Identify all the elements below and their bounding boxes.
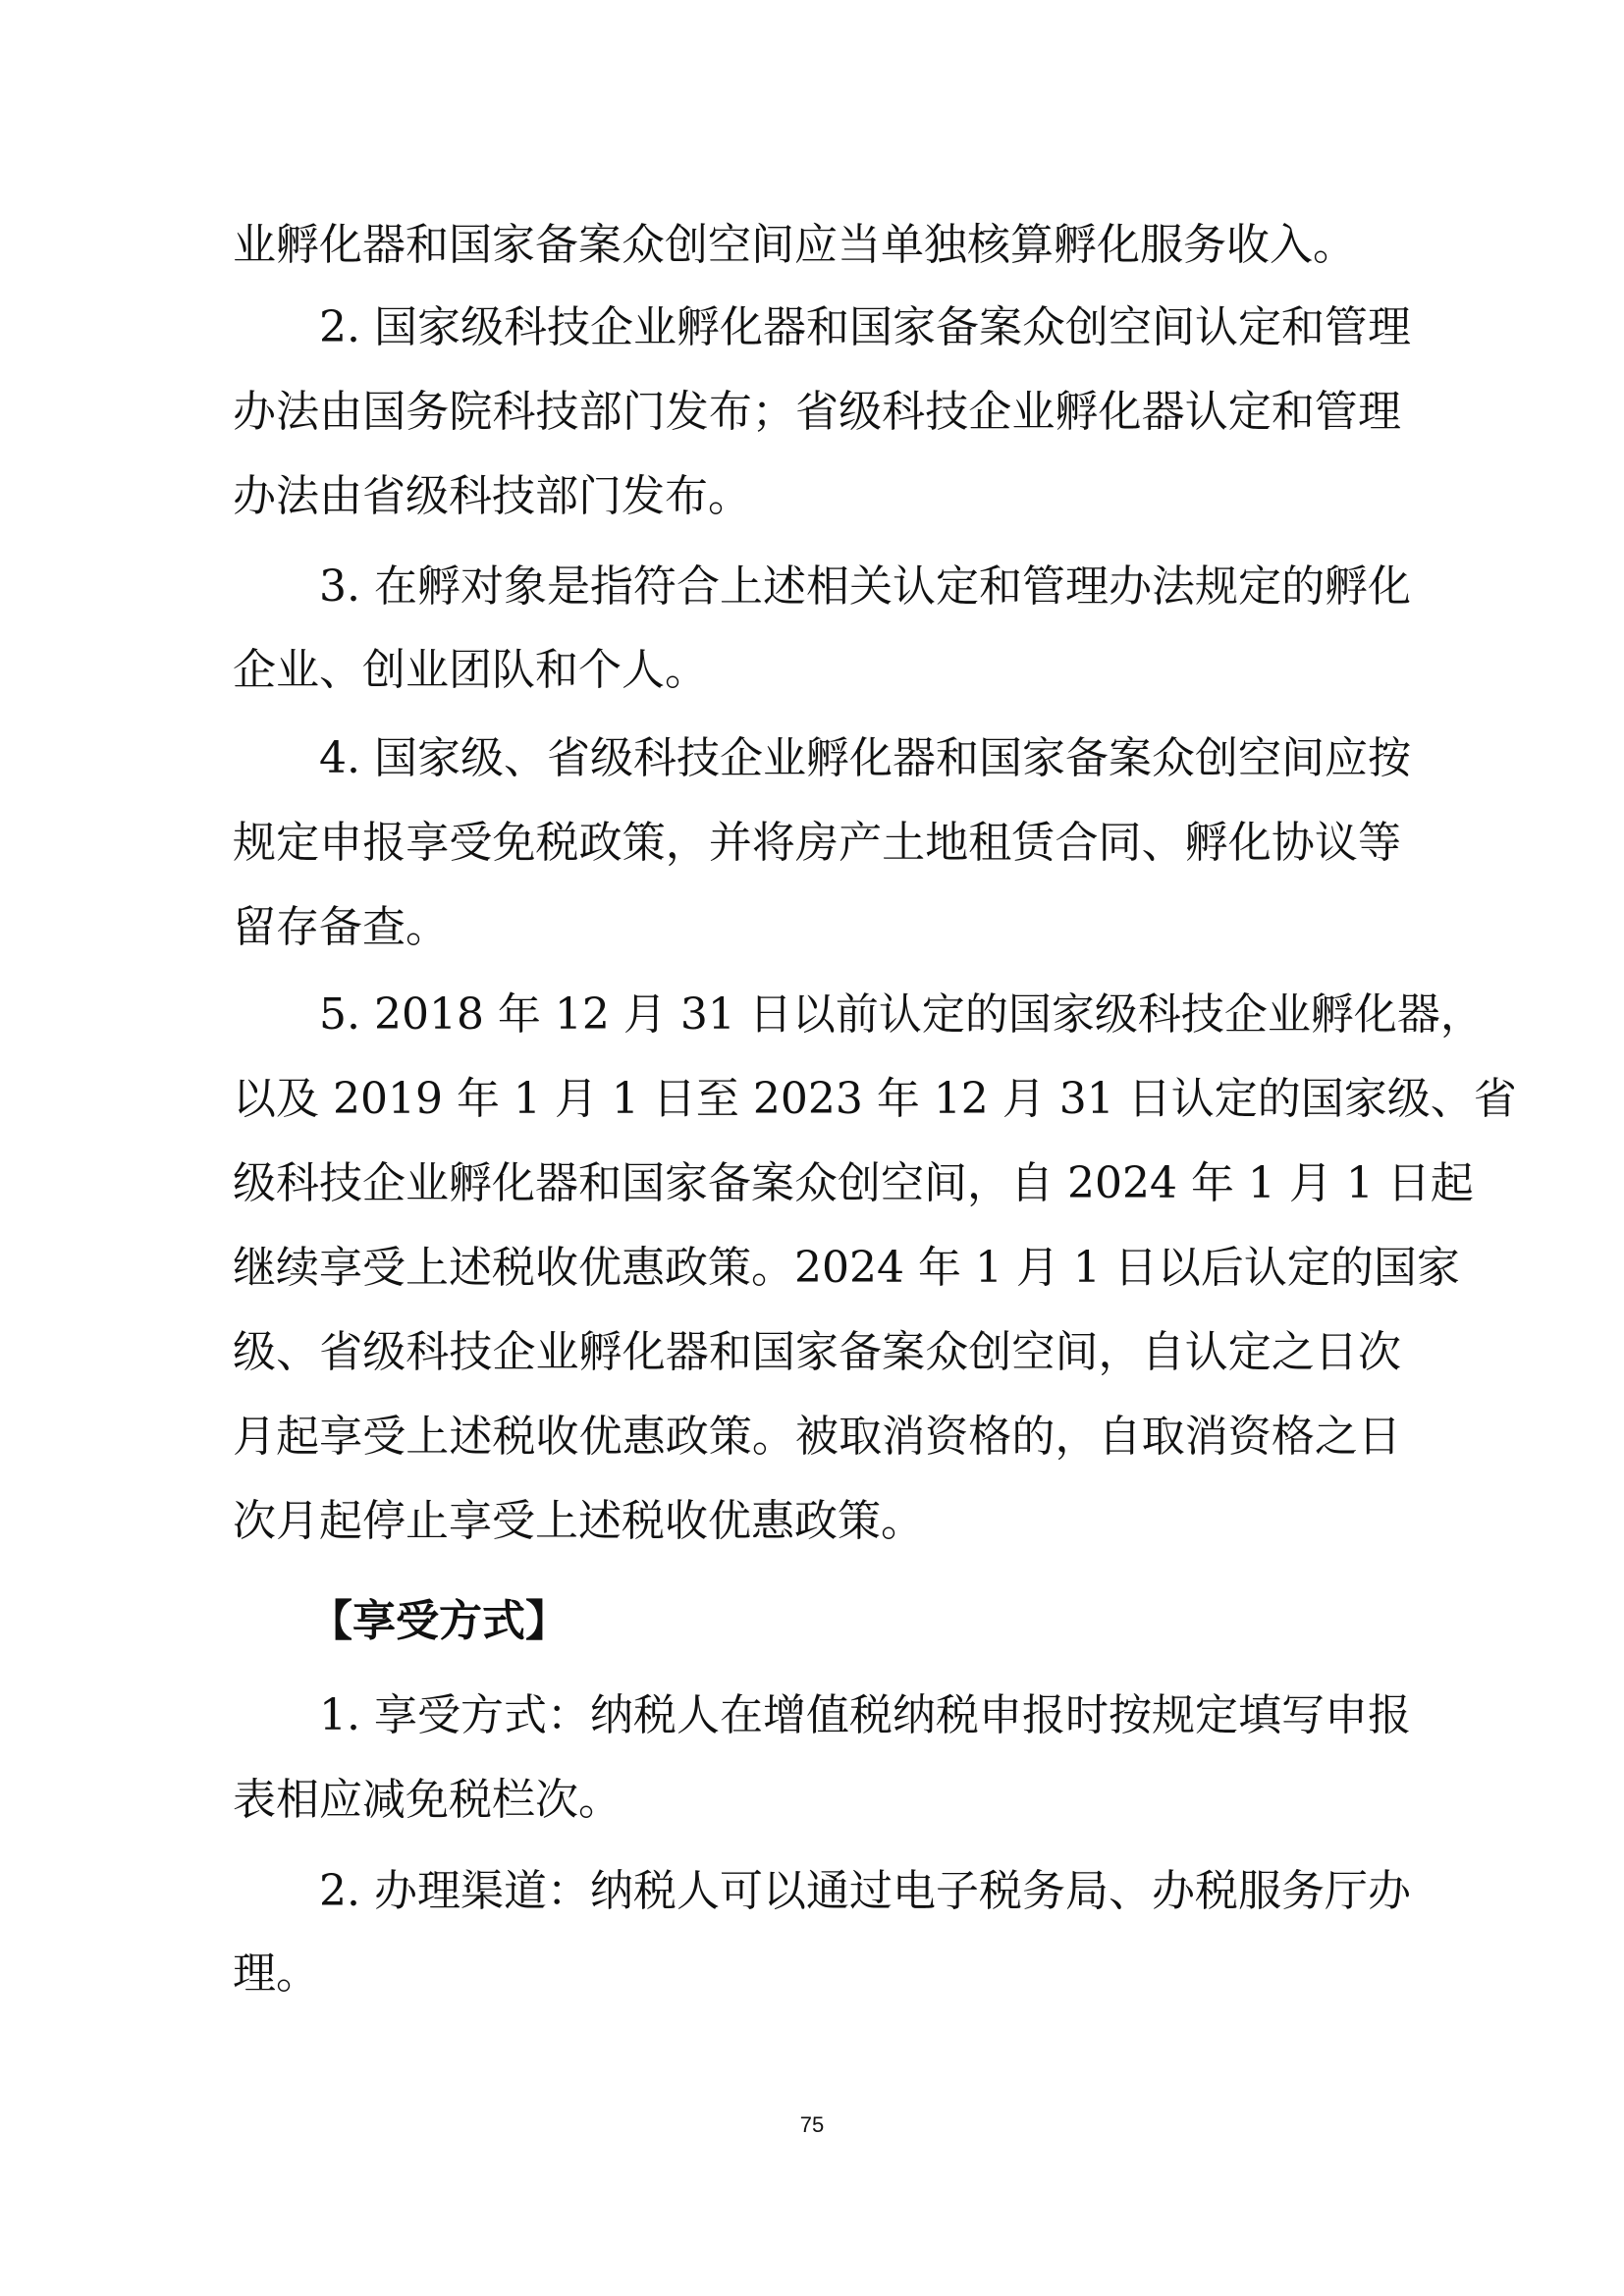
item-5-line-1: 5. 2018 年 12 月 31 日以前认定的国家级科技企业孵化器， — [319, 989, 1484, 1040]
item-3-line-1: 3. 在孵对象是指符合上述相关认定和管理办法规定的孵化 — [319, 561, 1411, 612]
item-5-line-7: 次月起停止享受上述税收优惠政策。 — [233, 1496, 924, 1546]
section-title-enjoyment-method: 【享受方式】 — [309, 1596, 568, 1646]
method-item-1-line-2: 表相应减免税栏次。 — [233, 1775, 622, 1825]
item-5-line-3: 级科技企业孵化器和国家备案众创空间，自 2024 年 1 月 1 日起 — [233, 1158, 1474, 1208]
item-4-line-1: 4. 国家级、省级科技企业孵化器和国家备案众创空间应按 — [319, 733, 1411, 783]
item-5-line-4: 继续享受上述税收优惠政策。2024 年 1 月 1 日以后认定的国家 — [233, 1243, 1460, 1293]
item-2-line-3: 办法由省级科技部门发布。 — [233, 471, 751, 521]
item-2-line-1: 2. 国家级科技企业孵化器和国家备案众创空间认定和管理 — [319, 302, 1411, 352]
item-4-line-2: 规定申报享受免税政策，并将房产土地租赁合同、孵化协议等 — [233, 818, 1401, 868]
method-item-1-line-1: 1. 享受方式：纳税人在增值税纳税申报时按规定填写申报 — [319, 1690, 1411, 1740]
page-number: 75 — [799, 2112, 825, 2137]
method-item-2-line-1: 2. 办理渠道：纳税人可以通过电子税务局、办税服务厅办 — [319, 1866, 1411, 1916]
item-5-line-2: 以及 2019 年 1 月 1 日至 2023 年 12 月 31 日认定的国家级、省 — [233, 1074, 1517, 1124]
item-3-line-2: 企业、创业团队和个人。 — [233, 645, 708, 695]
item-5-line-6: 月起享受上述税收优惠政策。被取消资格的，自取消资格之日 — [233, 1412, 1401, 1462]
item-4-line-3: 留存备查。 — [233, 902, 449, 952]
method-item-2-line-2: 理。 — [233, 1949, 319, 1999]
item-2-line-2: 办法由国务院科技部门发布；省级科技企业孵化器认定和管理 — [233, 387, 1401, 437]
item-5-line-5: 级、省级科技企业孵化器和国家备案众创空间，自认定之日次 — [233, 1327, 1401, 1377]
paragraph-line-continuation: 业孵化器和国家备案众创空间应当单独核算孵化服务收入。 — [233, 220, 1356, 270]
